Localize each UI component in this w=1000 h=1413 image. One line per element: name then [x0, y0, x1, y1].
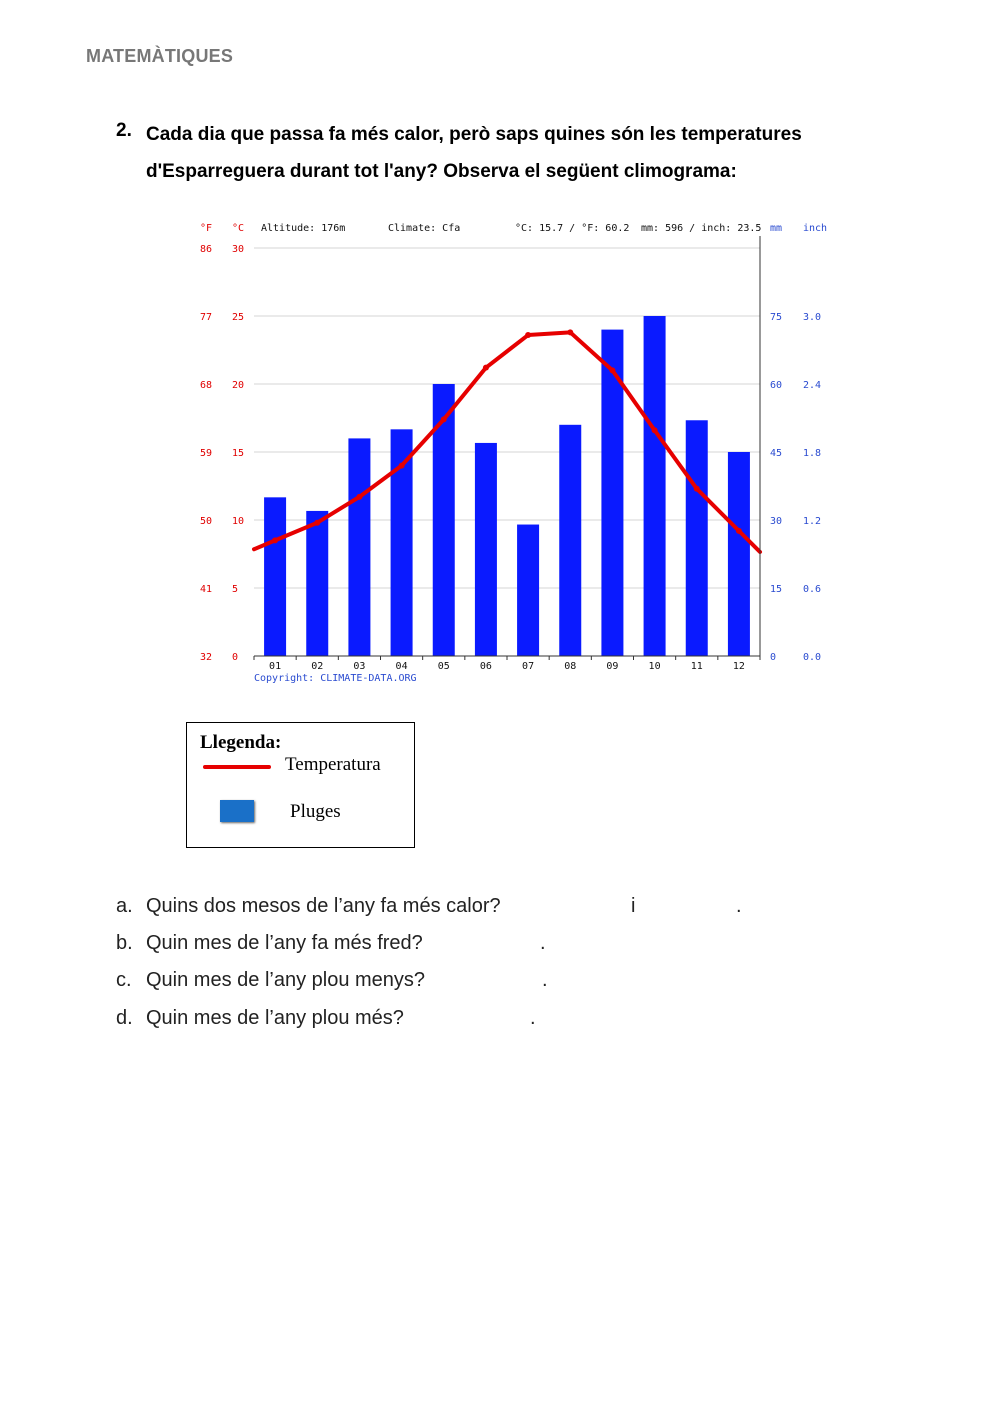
unit-f-label: °F — [200, 223, 213, 234]
question-c-letter: c. — [116, 969, 132, 991]
temperature-point — [609, 367, 615, 373]
chart-legend — [186, 722, 415, 848]
legend-temperature-swatch — [203, 765, 271, 769]
month-label: 12 — [732, 661, 745, 672]
tick-label-f: 32 — [200, 652, 213, 663]
tick-label-inch: 1.2 — [803, 516, 822, 527]
month-label: 04 — [395, 661, 408, 672]
question-b-letter: b. — [116, 932, 133, 954]
temperature-point — [272, 537, 278, 543]
legend-temperature-label: Temperatura — [285, 754, 381, 775]
rain-bar — [728, 452, 750, 656]
tick-label-inch: 0.0 — [803, 652, 822, 663]
tick-label-c: 30 — [232, 244, 245, 255]
rain-bar — [517, 525, 539, 656]
question-d-letter: d. — [116, 1007, 133, 1029]
temperature-point — [652, 427, 658, 433]
month-label: 08 — [564, 661, 577, 672]
tick-label-c: 25 — [232, 312, 245, 323]
tick-label-f: 68 — [200, 380, 213, 391]
question-a-connector: i — [631, 895, 636, 917]
unit-inch-label: inch — [803, 223, 828, 234]
temperature-point — [694, 486, 700, 492]
month-label: 07 — [522, 661, 535, 672]
legend-title: Llegenda: — [200, 732, 282, 753]
tick-label-f: 50 — [200, 516, 213, 527]
question-b-text: Quin mes de l’any fa més fred? — [146, 932, 423, 954]
rain-bar — [264, 497, 286, 656]
month-label: 11 — [690, 661, 703, 672]
precip-label: mm: 596 / inch: 23.5 — [641, 223, 762, 234]
tick-label-c: 10 — [232, 516, 245, 527]
rain-bar — [644, 316, 666, 656]
tick-label-inch: 0.6 — [803, 584, 822, 595]
question-a-text: Quins dos mesos de l’any fa més calor? — [146, 895, 501, 917]
question-b — [116, 932, 423, 955]
month-label: 05 — [437, 661, 450, 672]
tick-label-f: 77 — [200, 312, 213, 323]
tick-label-mm: 75 — [770, 312, 783, 323]
rain-bar — [306, 511, 328, 656]
altitude-label: Altitude: 176m — [261, 223, 346, 234]
rain-bar — [433, 384, 455, 656]
chart-axes — [200, 236, 821, 672]
temperature-point — [567, 329, 573, 335]
tick-label-mm: 0 — [770, 652, 777, 663]
rain-bars — [264, 316, 750, 656]
rain-bar — [475, 443, 497, 656]
legend-rain-swatch — [220, 800, 254, 822]
temperature-point — [736, 528, 742, 534]
tick-label-c: 5 — [232, 584, 239, 595]
tick-label-mm: 15 — [770, 584, 783, 595]
question-a-letter: a. — [116, 895, 133, 917]
tick-label-inch: 1.8 — [803, 448, 822, 459]
temperature-point — [525, 332, 531, 338]
tick-label-inch: 2.4 — [803, 380, 822, 391]
question-c-end: . — [542, 969, 548, 991]
month-label: 01 — [269, 661, 282, 672]
rain-bar — [686, 420, 708, 656]
averages-label: °C: 15.7 / °F: 60.2 — [515, 223, 630, 234]
unit-c-label: °C — [232, 223, 245, 234]
rain-bar — [348, 438, 370, 656]
question-a — [116, 895, 501, 918]
question-c-text: Quin mes de l’any plou menys? — [146, 969, 426, 991]
temperature-point — [483, 365, 489, 371]
page-header-subject: MATEMÀTIQUES — [86, 46, 234, 66]
temperature-line — [254, 332, 760, 552]
tick-label-mm: 45 — [770, 448, 783, 459]
month-label: 03 — [353, 661, 366, 672]
question-d — [116, 1007, 404, 1030]
question-a-end: . — [736, 895, 742, 917]
tick-label-c: 15 — [232, 448, 245, 459]
question-d-end: . — [530, 1007, 536, 1029]
tick-label-c: 20 — [232, 380, 245, 391]
temperature-point — [314, 520, 320, 526]
climograph-chart — [0, 0, 1000, 700]
temperature-point — [441, 416, 447, 422]
tick-label-f: 41 — [200, 584, 213, 595]
question-text: Cada dia que passa fa més calor, però saps quines són les temperatures d'Esparreguera durant tot l'any? Observa el següent climograma: — [146, 124, 802, 182]
question-d-text: Quin mes de l’any plou més? — [146, 1007, 404, 1029]
tick-label-f: 59 — [200, 448, 213, 459]
tick-label-mm: 60 — [770, 380, 783, 391]
tick-label-c: 0 — [232, 652, 239, 663]
climate-label: Climate: Cfa — [388, 223, 461, 234]
temperature-point — [399, 463, 405, 469]
chart-grid — [254, 248, 760, 656]
temperature-point — [356, 494, 362, 500]
question-c — [116, 969, 425, 992]
legend-rain-label: Pluges — [290, 801, 341, 822]
month-label: 10 — [648, 661, 661, 672]
tick-label-f: 86 — [200, 244, 213, 255]
unit-mm-label: mm — [770, 223, 783, 234]
question-number: 2. — [116, 120, 132, 141]
month-label: 06 — [479, 661, 492, 672]
tick-label-mm: 30 — [770, 516, 783, 527]
question-b-end: . — [540, 932, 546, 954]
chart-copyright: Copyright: CLIMATE-DATA.ORG — [254, 673, 417, 684]
month-label: 09 — [606, 661, 619, 672]
tick-label-inch: 3.0 — [803, 312, 822, 323]
temperature-line-group — [254, 329, 760, 552]
month-label: 02 — [311, 661, 324, 672]
rain-bar — [559, 425, 581, 656]
